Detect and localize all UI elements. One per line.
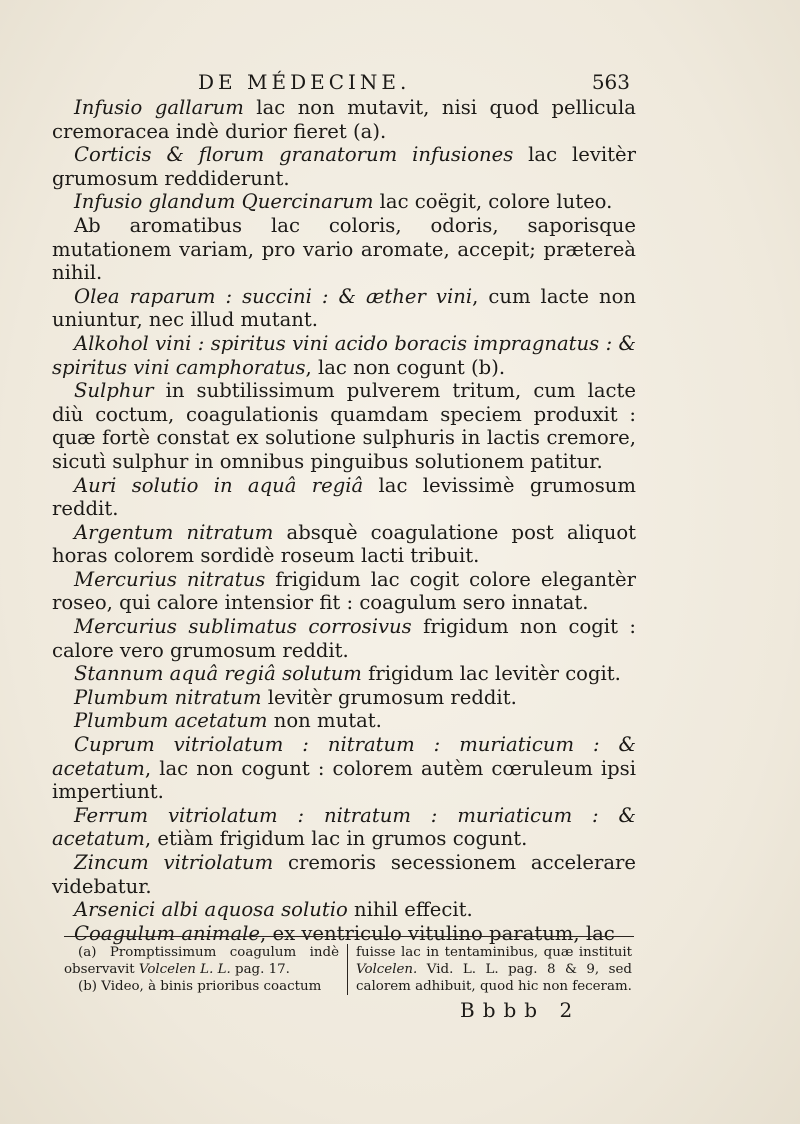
paragraph-text: , lac non cogunt (b). <box>305 355 506 379</box>
paragraph <box>52 285 636 332</box>
paragraph-text: frigidum non cogit : calore vero grumosum reddit. <box>52 615 636 662</box>
paragraph <box>52 898 636 922</box>
footnote-text: pag. 17. <box>230 962 290 977</box>
paragraph-italic: Stannum aquâ regiâ solutum <box>74 662 362 686</box>
footnote-b-continued <box>356 944 632 995</box>
paragraph-text: frigidum lac cogit colore elegantèr roseo, qui calore intensior fit : coagulum sero innatat. <box>52 567 636 615</box>
paragraph-italic: Sulphur <box>74 379 154 403</box>
paragraph <box>52 379 636 473</box>
main-text <box>52 96 636 945</box>
paragraph <box>52 804 636 851</box>
paragraph <box>52 851 636 898</box>
footnote-b: (b) Video, à binis prioribus coactum <box>78 979 322 994</box>
page-number: 563 <box>591 70 630 94</box>
footnotes <box>64 944 634 995</box>
paragraph-text: , ex ventriculo vitulino paratum, lac <box>260 921 615 945</box>
paragraph <box>52 733 636 804</box>
paragraph-text: cremoris secessionem accelerare videbatur. <box>52 851 637 898</box>
paragraph-italic: Plumbum nitratum <box>74 685 262 709</box>
footnote-text: Vid. L. L. pag. 8 & 9, sed calorem adhibuit, quod hic non feceram. <box>356 962 632 994</box>
paragraph-italic: Plumbum acetatum <box>74 709 268 733</box>
paragraph-italic: Ferrum vitriolatum : nitratum : muriaticum : & acetatum <box>52 803 636 851</box>
paragraph-text: lac coëgit, colore luteo. <box>373 190 613 214</box>
footnote-italic: Volcelen L. L. <box>138 962 231 977</box>
paragraph <box>52 709 636 733</box>
paragraph-italic: Mercurius sublimatus corrosivus <box>74 615 412 639</box>
paragraph <box>52 190 636 214</box>
footnote-divider <box>64 936 634 937</box>
footnote-column-right <box>348 944 632 995</box>
paragraph-text: lac non mutavit, nisi quod pellicula cremoracea indè durior fieret (a). <box>52 96 636 143</box>
paragraph-text: absquè coagulatione post aliquot horas colorem sordidè roseum lacti tribuit. <box>52 520 636 568</box>
paragraph-italic: Zincum vitriolatum <box>74 851 274 874</box>
paragraph-text: frigidum lac levitèr cogit. <box>361 662 621 686</box>
paragraph-text: in subtilissimum pulverem tritum, cum lacte diù coctum, coagulationis quamdam speciem produxit : quæ fortè constat ex solutione sulphuris in lactis cremore, sicutì sulphur in omnibus pinguibus solutionem patitur. <box>52 379 636 473</box>
paragraph-text: non mutat. <box>267 709 382 733</box>
paragraph-text: levitèr grumosum reddit. <box>261 685 517 709</box>
footnote-a <box>64 944 339 978</box>
paragraph-text: lac levissimè grumosum reddit. <box>52 473 637 521</box>
paragraph-text: Ab aromatibus lac coloris, odoris, saporisque mutationem variam, pro vario aromate, accepit; prætereà nihil. <box>52 213 636 285</box>
paragraph-text: nihil effecit. <box>347 898 473 922</box>
footnote-italic: Volcelen. <box>356 962 418 977</box>
signature-mark: Bbbb 2 <box>460 998 581 1022</box>
paragraph-italic: Argentum nitratum <box>74 520 274 544</box>
paragraph <box>52 214 636 285</box>
paragraph <box>52 474 636 521</box>
paragraph-italic: Coagulum animale <box>74 921 261 945</box>
paragraph-italic: Arsenici albi aquosa solutio <box>74 898 348 922</box>
paragraph <box>52 686 636 710</box>
paragraph <box>52 332 636 379</box>
paragraph <box>52 521 636 568</box>
paragraph <box>52 143 636 190</box>
footnote-column-left <box>64 944 348 995</box>
paragraph-text: lac levitèr grumosum reddiderunt. <box>52 143 636 190</box>
paragraph-italic: Cuprum vitriolatum : nitratum : muriaticum : & acetatum <box>52 733 636 780</box>
paragraph-italic: Olea raparum : succini : & æther vini <box>74 284 473 308</box>
paragraph <box>52 615 636 662</box>
paragraph-italic: Auri solutio in aquâ regiâ <box>74 473 364 497</box>
footnote-text: (a) Promptissimum coagulum indè observavit <box>64 945 339 977</box>
paragraph-italic: Mercurius nitratus <box>74 567 266 591</box>
paragraph-text: , cum lacte non uniuntur, nec illud mutant. <box>52 284 636 332</box>
paragraph-italic: Infusio glandum Quercinarum <box>74 190 374 214</box>
paragraph-text: , lac non cogunt : colorem autèm cœruleum ipsi impertiunt. <box>52 756 636 804</box>
paragraph-italic: Alkohol vini : spiritus vini acido boracis impragnatus : & spiritus vini camphoratus <box>52 331 636 379</box>
paragraph <box>52 922 636 946</box>
paragraph-italic: Infusio gallarum <box>74 96 244 119</box>
footnote-text: fuisse lac in tentaminibus, quæ instituit <box>356 945 632 960</box>
running-head: DE MÉDECINE. <box>198 70 411 94</box>
paragraph <box>52 96 636 143</box>
paragraph <box>52 662 636 686</box>
paragraph-text: , etiàm frigidum lac in grumos cogunt. <box>144 827 528 851</box>
paragraph <box>52 568 636 615</box>
paragraph-italic: Corticis & florum granatorum infusiones <box>74 143 514 167</box>
